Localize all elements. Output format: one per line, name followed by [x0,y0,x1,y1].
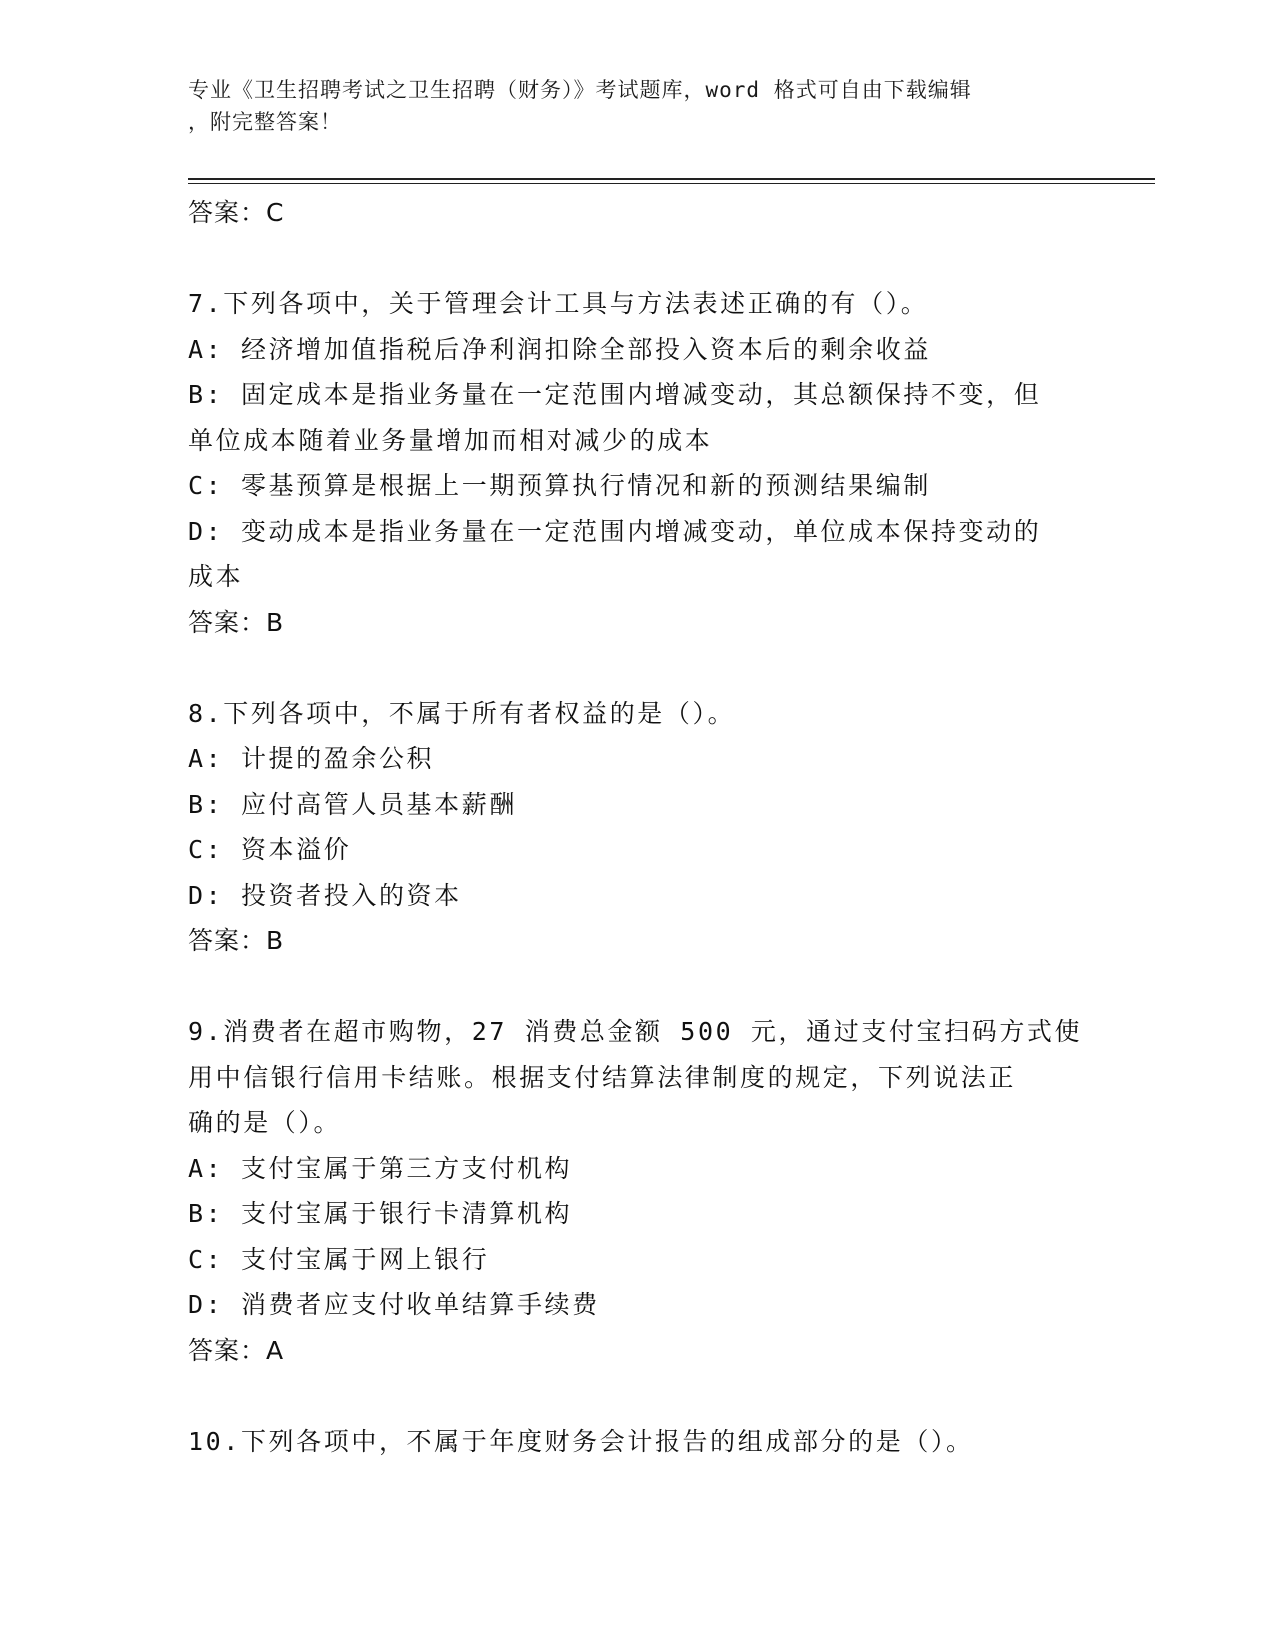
question-stem-line-2: 用中信银行信用卡结账。根据支付结算法律制度的规定，下列说法正 [188,1062,1017,1092]
spacer [188,236,1088,282]
option-b: B: 支付宝属于银行卡清算机构 [188,1199,573,1228]
option-a: A: 支付宝属于第三方支付机构 [188,1153,573,1183]
header-rule-thin [188,183,1155,184]
header-line-2: ，附完整答案！ [188,110,342,134]
question-stem: 8.下列各项中，不属于所有者权益的是（）。 [188,698,736,728]
question-list [188,190,1088,1464]
answer: 答案：B [188,926,285,955]
question-7 [188,281,1088,645]
spacer [188,964,1088,1010]
option-c: C: 零基预算是根据上一期预算执行情况和新的预测结果编制 [188,471,931,500]
question-stem: 7.下列各项中，关于管理会计工具与方法表述正确的有（）。 [188,289,929,318]
question-8 [188,691,1088,964]
header-rule-thick [188,178,1155,180]
question-10 [188,1419,1088,1465]
option-b: B: 应付高管人员基本薪酬 [188,789,517,819]
option-b-line-2: 单位成本随着业务量增加而相对减少的成本 [188,425,713,455]
document-header [188,74,1068,138]
answer-previous: 答案：C [188,198,285,227]
answer: 答案：A [188,1335,285,1365]
option-c: C: 支付宝属于网上银行 [188,1244,490,1274]
option-d-line-2: 成本 [188,562,244,591]
option-b-line-1: B: 固定成本是指业务量在一定范围内增减变动，其总额保持不变，但 [188,380,1042,409]
option-a: A: 计提的盈余公积 [188,744,435,773]
question-stem-line-3: 确的是（）。 [188,1108,342,1137]
option-d-line-1: D: 变动成本是指业务量在一定范围内增减变动，单位成本保持变动的 [188,516,1042,546]
option-d: D: 消费者应支付收单结算手续费 [188,1290,600,1319]
option-d: D: 投资者投入的资本 [188,880,462,910]
answer: 答案：B [188,607,285,637]
option-c: C: 资本溢价 [188,835,352,864]
header-line-1: 专业《卫生招聘考试之卫生招聘（财务）》考试题库，word 格式可自由下载编辑 [188,78,972,102]
spacer [188,1373,1088,1419]
question-stem-line-1: 9.消费者在超市购物，27 消费总金额 500 元，通过支付宝扫码方式使 [188,1017,1083,1046]
option-a: A: 经济增加值指税后净利润扣除全部投入资本后的剩余收益 [188,334,931,364]
spacer [188,645,1088,691]
question-stem: 10.下列各项中，不属于年度财务会计报告的组成部分的是（）。 [188,1426,974,1456]
question-9 [188,1009,1088,1373]
